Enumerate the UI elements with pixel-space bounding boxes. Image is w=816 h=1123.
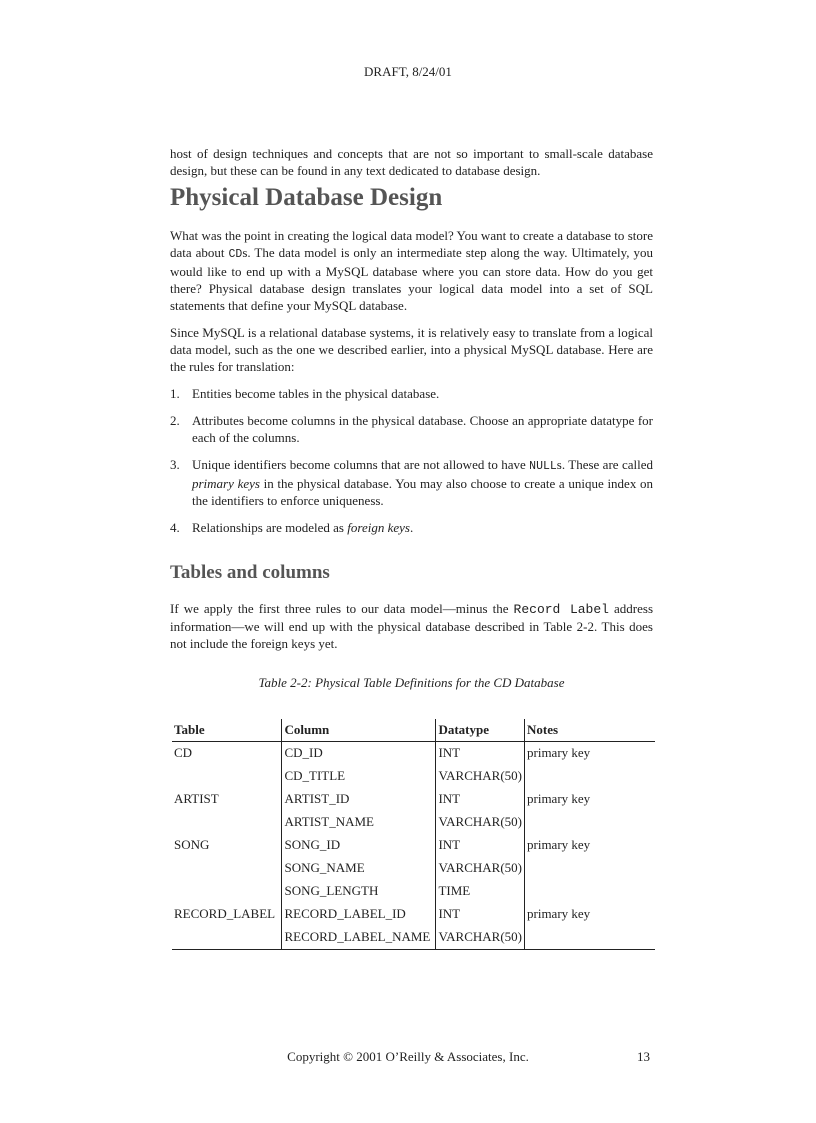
intro-paragraph: host of design techniques and concepts that are not so important to small-scale database design, but these can be found in any text dedicated to database design. (170, 146, 653, 178)
section-title: Physical Database Design (170, 184, 443, 211)
subsection-title: Tables and columns (170, 562, 330, 583)
header-cell: Table (172, 719, 282, 742)
table-row: SONG_LENGTH TIME (172, 880, 655, 903)
paragraph-logical-model: What was the point in creating the logical data model? You want to create a database to store data about CDs. The data model is only an intermediate step along the way. Ultimately, you would like to end up with a MySQL database where you can store data. How do you get there? Physical database design translates your logical data model into a set of SQL statements that define your MySQL database. (170, 228, 653, 313)
table-header-row (172, 719, 655, 742)
paragraph-tables-columns: If we apply the first three rules to our data model—minus the Record Label address information—we will end up with the physical database described in Table 2-2. This does not include the foreign keys yet. (170, 601, 653, 651)
table-row: RECORD_LABEL RECORD_LABEL_ID INT primary key (172, 903, 655, 926)
inline-code: CD (228, 248, 243, 261)
list-item: 2. Attributes become columns in the physical database. Choose an appropriate datatype for each of the columns. (170, 413, 653, 445)
draft-header: DRAFT, 8/24/01 (364, 64, 452, 79)
table-caption: Table 2-2: Physical Table Definitions for the CD Database (258, 675, 565, 690)
rules-list (170, 385, 653, 536)
header-cell: Column (282, 719, 436, 742)
copyright-notice: Copyright © 2001 O’Reilly & Associates, Inc. (287, 1049, 529, 1064)
table-row: ARTIST_NAME VARCHAR(50) (172, 811, 655, 834)
table-row: ARTIST ARTIST_ID INT primary key (172, 788, 655, 811)
table-row: RECORD_LABEL_NAME VARCHAR(50) (172, 926, 655, 950)
list-item: 3. Unique identifiers become columns that are not allowed to have NULLs. These are called primary keys in the physical database. You may also choose to create a unique index on the identifiers to enforce uniqueness. (170, 457, 654, 508)
paragraph-translation: Since MySQL is a relational database systems, it is relatively easy to translate from a logical data model, such as the one we described earlier, into a physical MySQL database. Here are the rules for translation: (170, 325, 653, 374)
table-row: CD_TITLE VARCHAR(50) (172, 765, 655, 788)
list-item: 4. Relationships are modeled as foreign keys. (170, 520, 414, 535)
page-number: 13 (637, 1049, 650, 1064)
inline-code: NULL (529, 460, 557, 473)
physical-table-definitions (172, 719, 655, 950)
page-content (170, 145, 653, 950)
table-row: CD CD_ID INT primary key (172, 742, 655, 766)
table-row: SONG SONG_ID INT primary key (172, 834, 655, 857)
header-cell: Notes (525, 719, 656, 742)
inline-code: Record Label (513, 602, 609, 617)
list-item: 1. Entities become tables in the physical database. (170, 386, 440, 401)
header-cell: Datatype (436, 719, 525, 742)
table-row: SONG_NAME VARCHAR(50) (172, 857, 655, 880)
